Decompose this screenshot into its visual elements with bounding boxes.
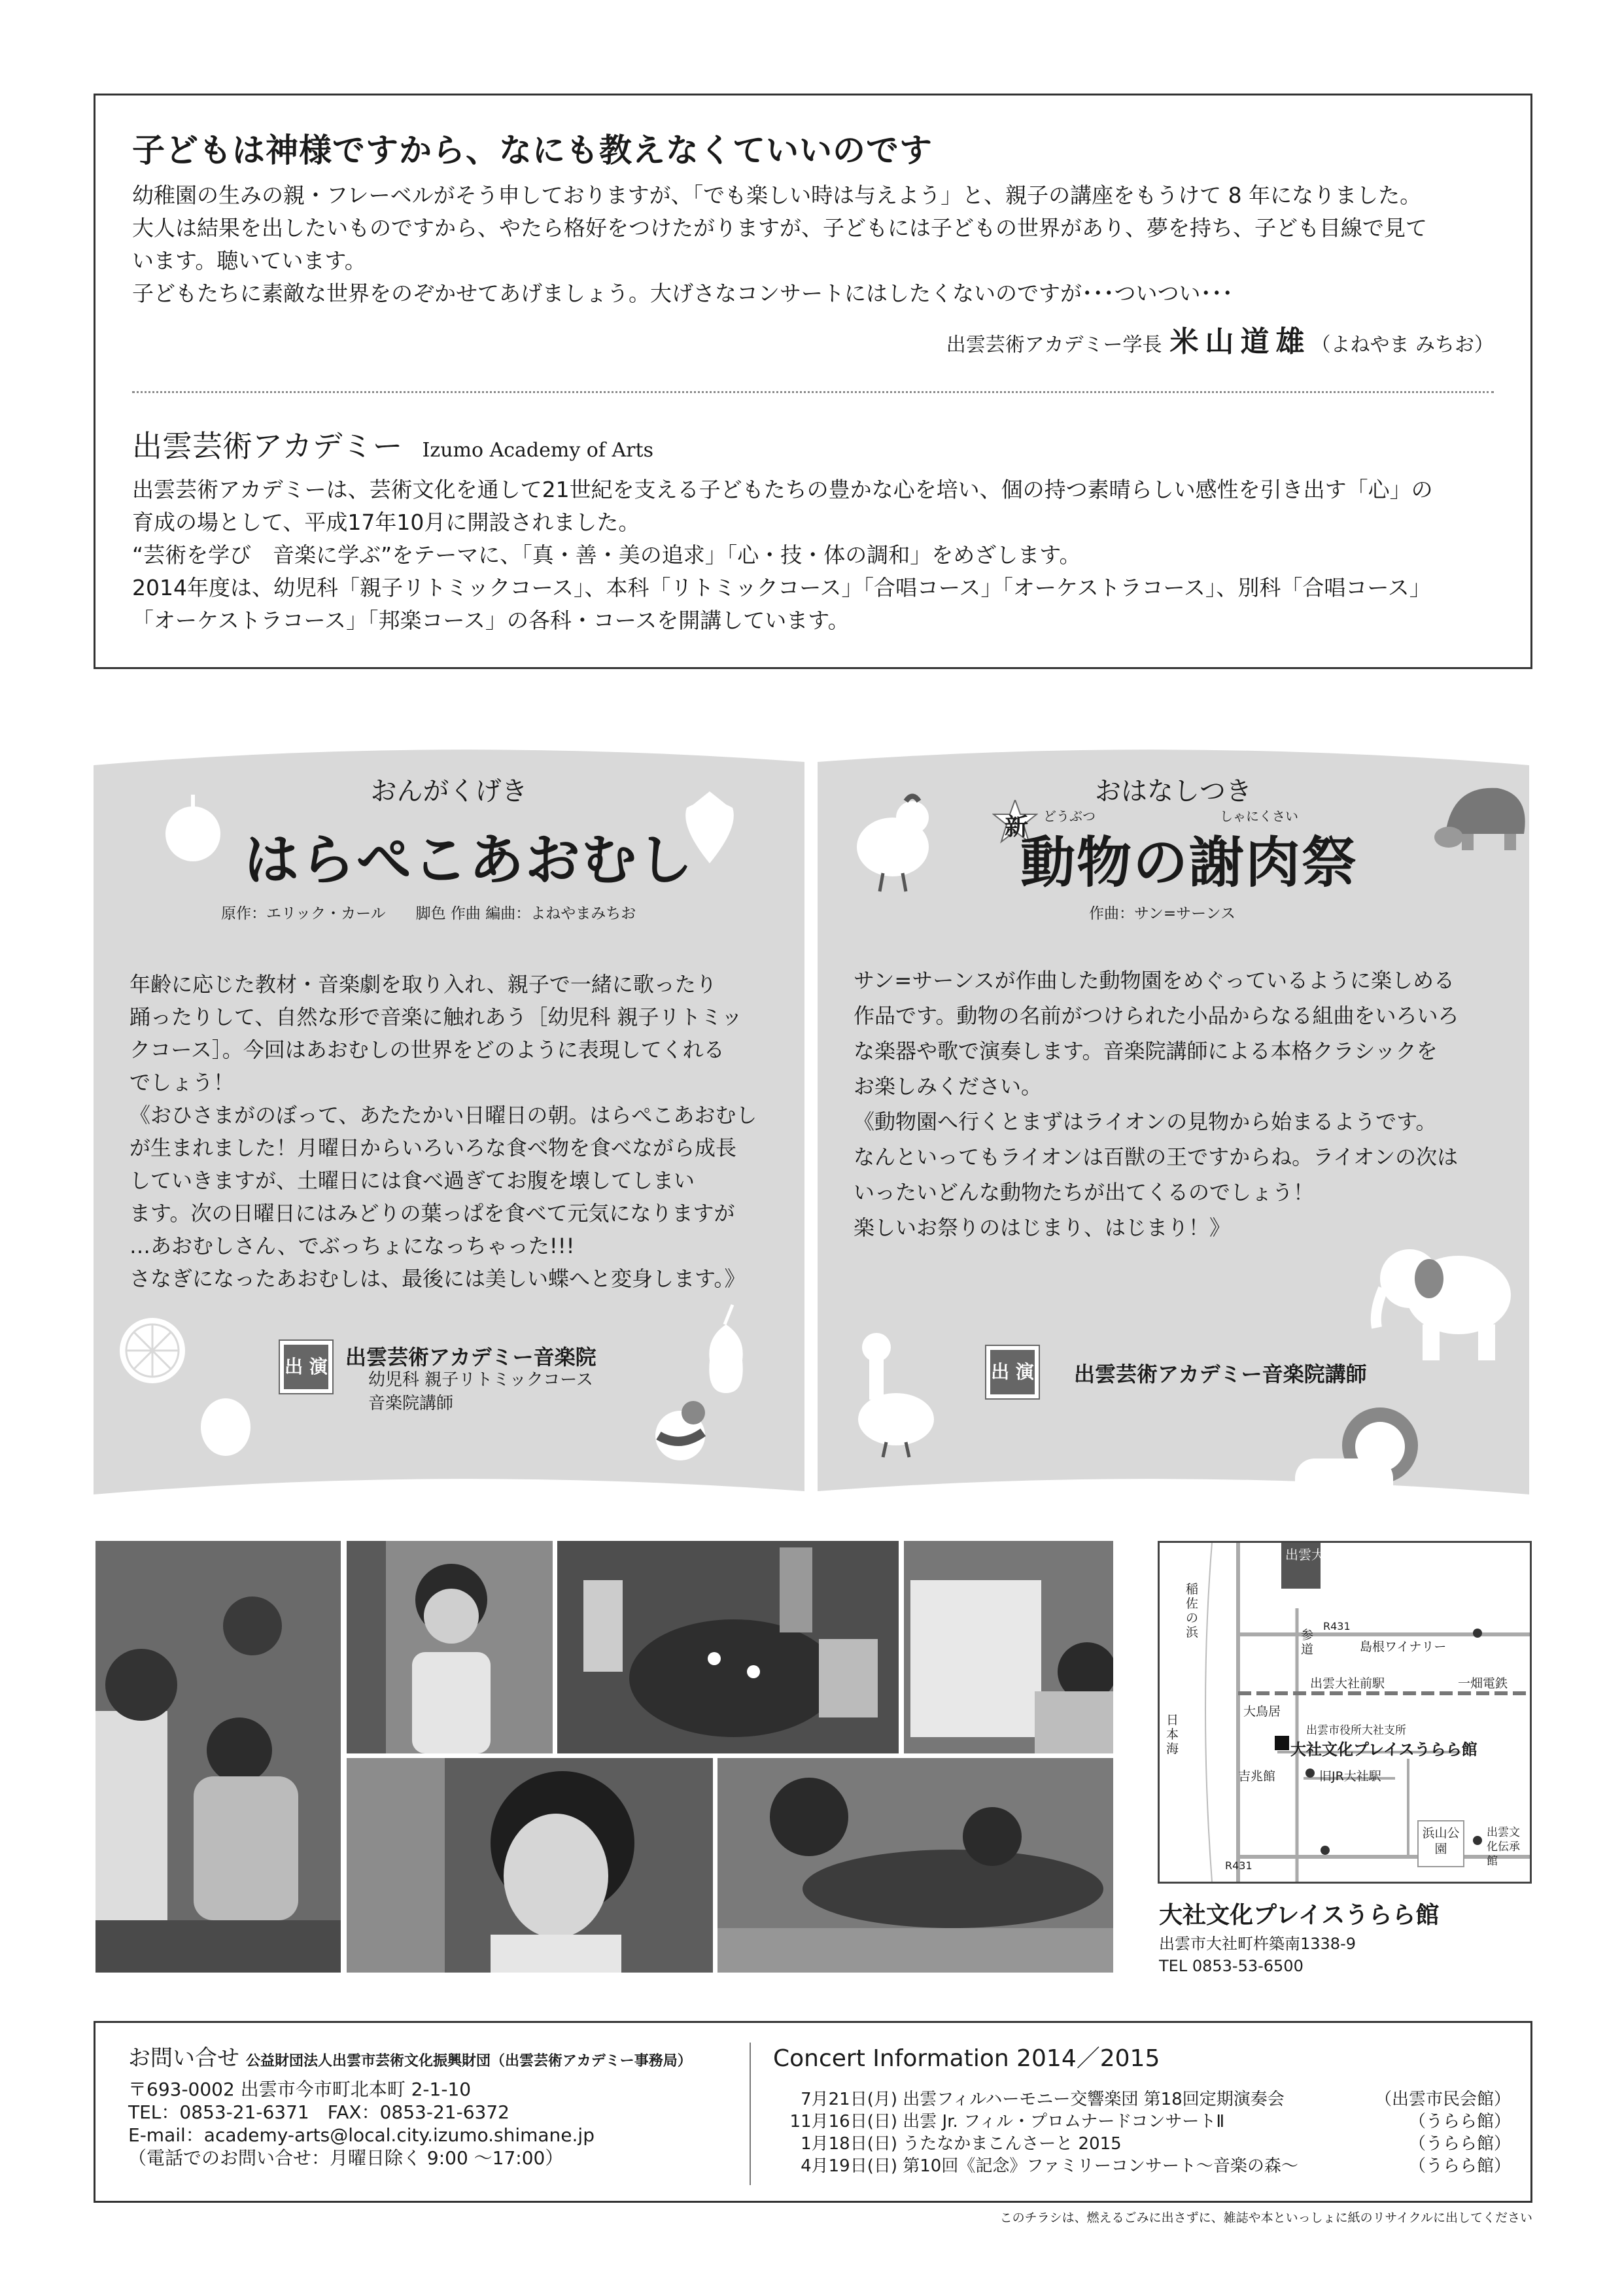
photo-drawing-activity <box>904 1541 1113 1753</box>
chicken-icon <box>844 782 942 893</box>
message-line: います。聴いています。 <box>132 248 366 273</box>
concert-date: 7月21日(月) <box>801 2090 897 2109</box>
title-ruby-dobutsu: どうぶつ <box>1043 808 1096 824</box>
inquiry-hours: （電話でのお問い合せ：月曜日除く 9:00 ～17:00） <box>128 2147 564 2169</box>
left-body <box>130 968 757 1295</box>
inquiry-title: お問い合せ <box>128 2045 239 2071</box>
map-label-izumo-taisha: 出雲大社 <box>1285 1547 1338 1562</box>
access-map <box>1158 1541 1532 1884</box>
message-line: 幼稚園の生みの親・フレーベルがそう申しておりますが、「でも楽しい時は与えよう」と、親子の講座をもうけて 8 年になりました。 <box>132 182 1422 208</box>
plum-icon <box>196 1387 255 1458</box>
left-line: でしょう！ <box>130 1070 235 1095</box>
academy-title-en: Izumo Academy of Arts <box>422 439 653 462</box>
right-line: いったいどんな動物たちが出てくるのでしょう！ <box>854 1180 1315 1205</box>
academy-line: “芸術を学び 音楽に学ぶ”をテーマに、「真・善・美の追求」「心・技・体の調和」をめざします。 <box>132 542 1081 568</box>
message-line: 大人は結果を出したいものですから、やたら格好をつけたがりますが、子どもには子どもの世界があり、夢を持ち、子ども目線で見て <box>132 215 1427 241</box>
map-roads <box>1160 1543 1530 1882</box>
right-line: お楽しみください。 <box>854 1074 1043 1099</box>
academy-line: 「オーケストラコース」「邦楽コース」の各科・コースを開講しています。 <box>132 608 850 633</box>
venue-address: 出雲市大社町杵築南1338-9 <box>1159 1935 1356 1953</box>
goose-icon <box>850 1328 935 1458</box>
left-line: クコース］。今回はあおむしの世界をどのように表現してくれる <box>130 1037 725 1062</box>
left-line: さなぎになったあおむしは、最後には美しい蝶へと変身します。》 <box>130 1266 746 1291</box>
map-label-venue: 大社文化プレイスうらら館 <box>1290 1740 1477 1759</box>
left-performer-teacher: 音楽院講師 <box>368 1394 454 1413</box>
map-label-denshokan: 出雲文化伝承館 <box>1487 1826 1520 1868</box>
right-title: 動物の謝肉祭 <box>1020 831 1358 895</box>
map-label-r431-top: R431 <box>1323 1620 1351 1632</box>
orange-slice-icon <box>116 1315 188 1387</box>
info-box <box>94 2021 1532 2203</box>
right-line: 作品です。動物の名前がつけられた小品からなる組曲をいろいろ <box>854 1003 1459 1028</box>
map-label-sando: 参道 <box>1301 1628 1314 1657</box>
concert-item <box>786 2108 1224 2132</box>
academy-line: 2014年度は、幼児科「親子リトミックコース」、本科「リトミックコース」「合唱コース」「オーケストラコース」、別科「合唱コース」 <box>132 575 1431 600</box>
map-label-r431-bottom: R431 <box>1225 1859 1253 1872</box>
left-line: が生まれました！月曜日からいろいろな食べ物を食べながら成長 <box>130 1135 737 1160</box>
signature-role: 出雲芸術アカデミー学長 <box>946 334 1162 356</box>
concert-info-title: Concert Information 2014／2015 <box>773 2045 1160 2072</box>
venue-name: 大社文化プレイスうらら館 <box>1159 1902 1440 1929</box>
inquiry-address: 〒693-0002 出雲市今市町北本町 2-1-10 <box>128 2079 472 2100</box>
map-label-ichibata: 一畑電鉄 <box>1458 1676 1508 1691</box>
inquiry-org: 公益財団法人出雲市芸術文化振興財団（出雲芸術アカデミー事務局） <box>246 2053 692 2069</box>
elephant-icon <box>1367 1239 1517 1364</box>
concert-name: うたなかまこんさーと 2015 <box>903 2134 1122 2154</box>
map-label-station: 出雲大社前駅 <box>1310 1676 1385 1691</box>
message-title: 子どもは神様ですから、なにも教えなくていいのです <box>132 131 933 169</box>
caterpillar-icon <box>644 1393 716 1465</box>
recycle-note: このチラシは、燃えるごみに出さずに、雑誌や本といっしょに紙のリサイクルに出してください <box>999 2211 1532 2225</box>
concert-date: 1月18日(日) <box>801 2134 897 2154</box>
right-performer-org: 出雲芸術アカデミー音楽院講師 <box>1074 1362 1367 1387</box>
map-label-sea: 日本海 <box>1166 1713 1179 1756</box>
left-title: はらぺこあおむし <box>244 828 695 892</box>
right-line: な楽器や歌で演奏します。音楽院講師による本格クラシックを <box>854 1039 1438 1063</box>
concert-venue: （うらら館） <box>1408 2134 1511 2154</box>
turtle-icon <box>1432 778 1530 857</box>
right-body <box>854 963 1459 1245</box>
map-label-branch: 出雲市役所大社支所 <box>1306 1724 1406 1737</box>
left-performer-org: 出雲芸術アカデミー音楽院 <box>345 1345 596 1370</box>
info-divider <box>750 2043 751 2185</box>
inquiry-heading <box>128 2040 692 2072</box>
map-label-inasa: 稲佐の浜 <box>1186 1582 1199 1640</box>
concert-name: 出雲フィルハーモニー交響楽団 第18回定期演奏会 <box>903 2090 1285 2109</box>
concert-item <box>786 2086 1285 2110</box>
venue-tel: TEL 0853-53-6500 <box>1159 1957 1304 1975</box>
concert-name: 第10回《記念》ファミリーコンサート～音楽の森～ <box>903 2156 1298 2176</box>
concert-item <box>786 2130 1122 2154</box>
photo-girl-praying <box>347 1541 553 1753</box>
concert-date: 11月16日(日) <box>789 2112 897 2131</box>
right-line: なんといってもライオンは百獣の王ですからね。ライオンの次は <box>854 1145 1459 1169</box>
signature-reading: （よねやま みちお） <box>1311 334 1494 356</box>
new-label: 新 <box>1005 814 1029 840</box>
map-label-otorii: 大鳥居 <box>1243 1704 1281 1719</box>
left-credit: 原作：エリック・カール 脚色 作曲 編曲：よねやまみちお <box>221 905 636 922</box>
message-line: 子どもたちに素敵な世界をのぞかせてあげましょう。大げさなコンサートにはしたくないのですが･･･ついつい･･･ <box>132 281 1233 306</box>
map-label-hamayama: 浜山公園 <box>1422 1826 1460 1856</box>
concert-venue: （うらら館） <box>1408 2156 1511 2176</box>
left-genre: おんがくげき <box>370 776 528 806</box>
map-label-winery: 島根ワイナリー <box>1360 1640 1447 1654</box>
concert-date: 4月19日(日) <box>801 2156 897 2176</box>
concert-venue: （出雲市民会館） <box>1374 2090 1511 2109</box>
left-line: していきますが、土曜日には食べ過ぎてお腹を壊してしまい <box>130 1168 695 1193</box>
lion-icon <box>1282 1400 1419 1524</box>
left-line: 踊ったりして、自然な形で音楽に触れあう［幼児科 親子リトミッ <box>130 1005 742 1029</box>
strawberry-icon <box>680 788 739 867</box>
pear-icon <box>687 1298 765 1396</box>
left-line: 《おひさまがのぼって、あたたかい日曜日の朝。はらぺこあおむし <box>130 1103 757 1128</box>
inquiry-phone: TEL：0853-21-6371 FAX：0853-21-6372 <box>128 2101 510 2123</box>
photo-puppets-circle <box>557 1541 899 1753</box>
inquiry-body <box>128 2078 595 2169</box>
photo-child-portrait <box>347 1758 713 1973</box>
right-line: 楽しいお祭りのはじまり、はじまり！》 <box>854 1215 1231 1240</box>
right-line: 《動物園へ行くとまずはライオンの見物から始まるようです。 <box>854 1109 1437 1134</box>
photo-parents-lying <box>717 1758 1113 1973</box>
right-performer-label: 出 演 <box>986 1346 1039 1398</box>
left-line: ます。次の日曜日にはみどりの葉っぱを食べて元気になりますが <box>130 1201 735 1226</box>
venue-details <box>1159 1933 1356 1977</box>
left-performer-sub <box>368 1368 593 1415</box>
right-genre: おはなしつき <box>1095 776 1252 806</box>
concert-name: 出雲 Jr. フィル・プロムナードコンサートⅡ <box>903 2112 1225 2131</box>
concert-item <box>786 2152 1298 2177</box>
academy-title: 出雲芸術アカデミー <box>132 428 403 464</box>
title-ruby-shanikusai: しゃにくさい <box>1220 808 1298 824</box>
inquiry-email[interactable]: E-mail：academy-arts@local.city.izumo.shimane.jp <box>128 2124 595 2146</box>
right-line: サン=サーンスが作曲した動物園をめぐっているように楽しめる <box>854 968 1455 993</box>
left-line: …あおむしさん、でぶっちょになっちゃった!!! <box>130 1234 575 1258</box>
concert-venue: （うらら館） <box>1408 2112 1511 2131</box>
map-label-kicchokan: 吉兆館 <box>1238 1769 1276 1784</box>
academy-line: 出雲芸術アカデミーは、芸術文化を通して21世紀を支える子どもたちの豊かな心を培い、個の持つ素晴らしい感性を引き出す「心」の <box>132 477 1433 502</box>
apple-icon <box>164 791 222 863</box>
signature-name: 米山道雄 <box>1169 325 1311 358</box>
right-credit: 作曲：サン=サーンス <box>1089 905 1235 922</box>
map-label-old-station: 旧JR大社駅 <box>1319 1769 1381 1784</box>
left-line: 年齢に応じた教材・音楽劇を取り入れ、親子で一緒に歌ったり <box>130 972 717 997</box>
photo-kids-sitting <box>95 1541 341 1973</box>
left-performer-label: 出 演 <box>280 1341 332 1393</box>
academy-line: 育成の場として、平成17年10月に開設されました。 <box>132 509 640 535</box>
left-performer-course: 幼児科 親子リトミックコース <box>368 1370 593 1390</box>
